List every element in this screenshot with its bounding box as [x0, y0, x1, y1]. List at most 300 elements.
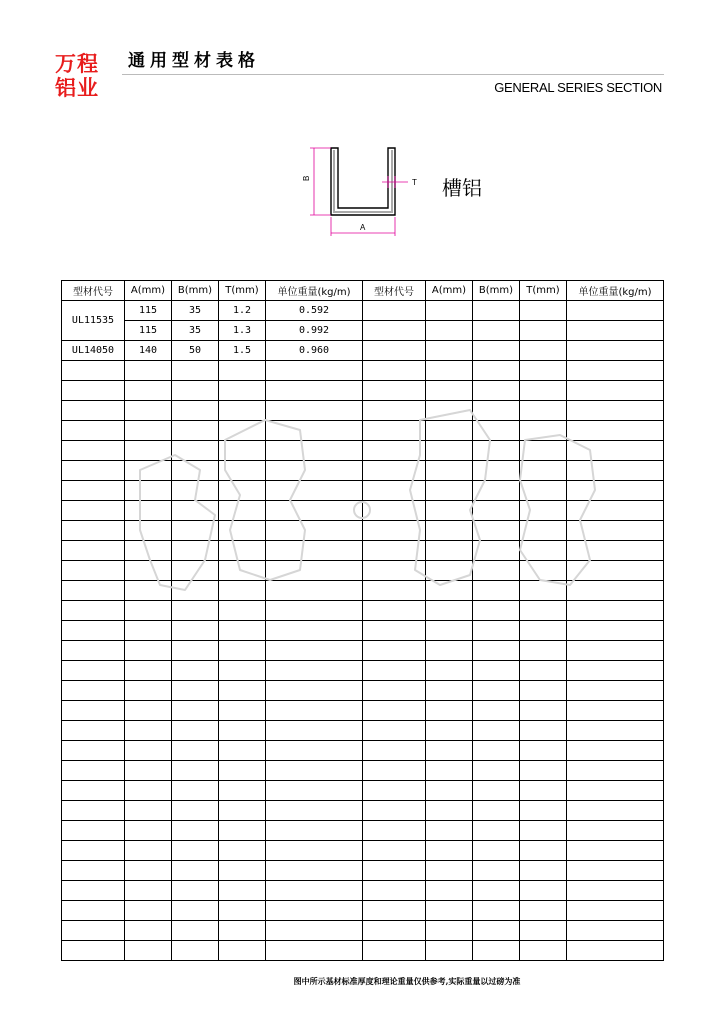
- cell-empty: [62, 501, 125, 521]
- cell-empty: [520, 321, 567, 341]
- cell-empty: [125, 901, 172, 921]
- col-header-a: A(mm): [125, 281, 172, 301]
- cell-empty: [172, 721, 219, 741]
- col-header-t: T(mm): [219, 281, 266, 301]
- cell-empty: [125, 881, 172, 901]
- cell-empty: [219, 901, 266, 921]
- cell-empty: [125, 481, 172, 501]
- cell-empty: [219, 481, 266, 501]
- cell-empty: [567, 801, 664, 821]
- col-header-b: B(mm): [172, 281, 219, 301]
- cell-empty: [363, 581, 426, 601]
- cell-empty: [426, 581, 473, 601]
- cell-empty: [520, 481, 567, 501]
- cell-empty: [172, 821, 219, 841]
- cell-empty: [520, 501, 567, 521]
- cell-empty: [363, 461, 426, 481]
- cell-empty: [219, 801, 266, 821]
- cell-empty: [473, 321, 520, 341]
- cell-code: UL11535: [62, 301, 125, 341]
- cell-empty: [567, 601, 664, 621]
- cell-empty: [473, 381, 520, 401]
- cell-empty: [125, 781, 172, 801]
- cell-empty: [172, 381, 219, 401]
- cell-empty: [125, 461, 172, 481]
- cell-empty: [567, 461, 664, 481]
- table-row: [62, 341, 664, 361]
- cell-empty: [426, 861, 473, 881]
- cell-empty: [266, 481, 363, 501]
- cell-empty: [473, 441, 520, 461]
- dimension-t: [382, 176, 408, 188]
- cell-empty: [363, 621, 426, 641]
- cell-empty: [426, 561, 473, 581]
- cell-empty: [520, 681, 567, 701]
- cell-empty: [363, 601, 426, 621]
- cell-empty: [62, 781, 125, 801]
- cell-empty: [426, 501, 473, 521]
- cell-empty: [62, 481, 125, 501]
- cell-empty: [125, 741, 172, 761]
- cell-empty: [426, 621, 473, 641]
- cell-empty: [125, 661, 172, 681]
- cell-empty: [426, 661, 473, 681]
- cell-empty: [363, 361, 426, 381]
- cell-empty: [62, 901, 125, 921]
- cell-empty: [567, 581, 664, 601]
- cell-empty: [125, 821, 172, 841]
- cell-empty: [172, 701, 219, 721]
- cell-empty: [219, 881, 266, 901]
- table-row-empty: [62, 541, 664, 561]
- cell-empty: [363, 721, 426, 741]
- cell-empty: [62, 541, 125, 561]
- cell-empty: [363, 381, 426, 401]
- cell-empty: [567, 501, 664, 521]
- cell-empty: [473, 581, 520, 601]
- cell-empty: [62, 361, 125, 381]
- cell-empty: [426, 701, 473, 721]
- cell-empty: [62, 601, 125, 621]
- footer-note: 图中所示基材标准厚度和理论重量仅供参考,实际重量以过磅为准: [293, 976, 521, 986]
- cell-empty: [62, 661, 125, 681]
- col-header-b-2: B(mm): [473, 281, 520, 301]
- cell-empty: [62, 941, 125, 961]
- cell-empty: [219, 461, 266, 481]
- cell-empty: [62, 381, 125, 401]
- cell-empty: [473, 821, 520, 841]
- cell-empty: [266, 361, 363, 381]
- table-row-empty: [62, 621, 664, 641]
- cell-empty: [473, 421, 520, 441]
- cell-empty: [172, 601, 219, 621]
- cell-empty: [426, 881, 473, 901]
- cell-empty: [125, 441, 172, 461]
- cell-empty: [172, 641, 219, 661]
- cell-empty: [219, 681, 266, 701]
- cell-empty: [62, 921, 125, 941]
- cell-empty: [473, 841, 520, 861]
- cell-empty: [520, 441, 567, 461]
- cell-empty: [266, 821, 363, 841]
- cell-empty: [567, 521, 664, 541]
- cell-empty: [62, 641, 125, 661]
- cell-empty: [172, 581, 219, 601]
- cell-code: UL14050: [62, 341, 125, 361]
- cell-empty: [125, 381, 172, 401]
- cell-empty: [172, 861, 219, 881]
- cell-empty: [266, 881, 363, 901]
- table-row-empty: [62, 681, 664, 701]
- cell-empty: [520, 781, 567, 801]
- cell-empty: [363, 561, 426, 581]
- cell-empty: [62, 761, 125, 781]
- cell-empty: [266, 641, 363, 661]
- table-row-empty: [62, 441, 664, 461]
- table-row-empty: [62, 721, 664, 741]
- cell-empty: [266, 721, 363, 741]
- cell-empty: [363, 741, 426, 761]
- page-title: 通用型材表格: [128, 51, 260, 71]
- channel-profile-diagram: [296, 140, 436, 240]
- cell-empty: [266, 681, 363, 701]
- cell-empty: [266, 701, 363, 721]
- cell-empty: [426, 941, 473, 961]
- table-row-empty: [62, 601, 664, 621]
- cell-weight: 0.960: [266, 341, 363, 361]
- cell-empty: [266, 901, 363, 921]
- spec-table: [61, 280, 664, 961]
- cell-empty: [266, 521, 363, 541]
- header-divider: [122, 74, 664, 75]
- cell-empty: [219, 821, 266, 841]
- dim-label-a: A: [360, 223, 366, 232]
- cell-empty: [125, 521, 172, 541]
- cell-empty: [473, 481, 520, 501]
- cell-empty: [125, 601, 172, 621]
- cell-empty: [363, 341, 426, 361]
- cell-empty: [520, 381, 567, 401]
- cell-empty: [520, 881, 567, 901]
- cell-empty: [567, 341, 664, 361]
- cell-empty: [426, 781, 473, 801]
- cell-empty: [62, 881, 125, 901]
- table-row-empty: [62, 501, 664, 521]
- table-row-empty: [62, 481, 664, 501]
- cell-empty: [567, 761, 664, 781]
- cell-empty: [62, 681, 125, 701]
- cell-empty: [473, 781, 520, 801]
- table-row-empty: [62, 821, 664, 841]
- cell-empty: [172, 901, 219, 921]
- dimension-b: [310, 148, 331, 215]
- cell-empty: [172, 881, 219, 901]
- cell-empty: [363, 781, 426, 801]
- cell-empty: [266, 381, 363, 401]
- cell-empty: [426, 601, 473, 621]
- page-subtitle: GENERAL SERIES SECTION: [494, 80, 662, 95]
- cell-empty: [62, 421, 125, 441]
- cell-empty: [567, 721, 664, 741]
- cell-empty: [363, 801, 426, 821]
- table-row-empty: [62, 741, 664, 761]
- cell-empty: [567, 661, 664, 681]
- cell-empty: [567, 941, 664, 961]
- cell-empty: [363, 881, 426, 901]
- cell-empty: [426, 401, 473, 421]
- cell-empty: [473, 561, 520, 581]
- cell-empty: [363, 701, 426, 721]
- cell-empty: [567, 741, 664, 761]
- cell-empty: [125, 501, 172, 521]
- cell-empty: [426, 521, 473, 541]
- cell-empty: [520, 941, 567, 961]
- cell-empty: [219, 381, 266, 401]
- cell-empty: [219, 521, 266, 541]
- cell-empty: [363, 841, 426, 861]
- cell-empty: [363, 941, 426, 961]
- cell-empty: [567, 701, 664, 721]
- cell-empty: [125, 941, 172, 961]
- cell-empty: [520, 401, 567, 421]
- cell-empty: [520, 301, 567, 321]
- cell-empty: [266, 401, 363, 421]
- cell-empty: [426, 301, 473, 321]
- cell-empty: [473, 661, 520, 681]
- cell-empty: [473, 521, 520, 541]
- cell-empty: [567, 481, 664, 501]
- cell-empty: [567, 821, 664, 841]
- cell-empty: [172, 661, 219, 681]
- cell-empty: [363, 861, 426, 881]
- cell-empty: [125, 581, 172, 601]
- cell-empty: [567, 321, 664, 341]
- cell-empty: [266, 801, 363, 821]
- cell-empty: [567, 561, 664, 581]
- cell-empty: [567, 301, 664, 321]
- cell-empty: [520, 561, 567, 581]
- cell-empty: [219, 781, 266, 801]
- table-row-empty: [62, 881, 664, 901]
- cell-empty: [363, 821, 426, 841]
- cell-empty: [172, 501, 219, 521]
- col-header-weight-2: 单位重量(kg/m): [567, 281, 664, 301]
- cell-empty: [363, 301, 426, 321]
- table-row-empty: [62, 641, 664, 661]
- cell-empty: [567, 641, 664, 661]
- cell-empty: [363, 521, 426, 541]
- cell-empty: [172, 921, 219, 941]
- cell-empty: [62, 701, 125, 721]
- cell-empty: [520, 641, 567, 661]
- cell-empty: [426, 761, 473, 781]
- cell-empty: [219, 501, 266, 521]
- cell-empty: [473, 901, 520, 921]
- cell-empty: [62, 441, 125, 461]
- cell-empty: [426, 641, 473, 661]
- cell-empty: [219, 441, 266, 461]
- table-row-empty: [62, 901, 664, 921]
- cell-empty: [125, 401, 172, 421]
- cell-empty: [567, 401, 664, 421]
- col-header-t-2: T(mm): [520, 281, 567, 301]
- cell-empty: [62, 461, 125, 481]
- cell-empty: [219, 421, 266, 441]
- cell-empty: [426, 801, 473, 821]
- cell-empty: [266, 601, 363, 621]
- cell-empty: [426, 921, 473, 941]
- cell-empty: [473, 361, 520, 381]
- cell-empty: [363, 761, 426, 781]
- cell-b: 35: [172, 321, 219, 341]
- cell-empty: [426, 901, 473, 921]
- cell-empty: [125, 701, 172, 721]
- cell-empty: [172, 681, 219, 701]
- cell-empty: [219, 841, 266, 861]
- table-row-empty: [62, 841, 664, 861]
- brand-line-2: 铝业: [55, 76, 99, 100]
- cell-empty: [172, 781, 219, 801]
- cell-empty: [520, 581, 567, 601]
- cell-empty: [62, 841, 125, 861]
- cell-weight: 0.592: [266, 301, 363, 321]
- cell-empty: [520, 621, 567, 641]
- cell-empty: [567, 841, 664, 861]
- table-row-empty: [62, 941, 664, 961]
- cell-empty: [520, 721, 567, 741]
- cell-empty: [125, 421, 172, 441]
- cell-empty: [363, 541, 426, 561]
- cell-empty: [219, 661, 266, 681]
- cell-empty: [62, 621, 125, 641]
- cell-empty: [172, 361, 219, 381]
- cell-empty: [363, 401, 426, 421]
- cell-empty: [266, 761, 363, 781]
- cell-empty: [473, 701, 520, 721]
- profile-name: 槽铝: [442, 176, 482, 200]
- cell-empty: [219, 861, 266, 881]
- cell-empty: [172, 421, 219, 441]
- cell-empty: [219, 541, 266, 561]
- cell-empty: [62, 521, 125, 541]
- cell-a: 140: [125, 341, 172, 361]
- cell-empty: [473, 601, 520, 621]
- cell-empty: [125, 621, 172, 641]
- cell-empty: [363, 501, 426, 521]
- cell-empty: [62, 741, 125, 761]
- table-header-row: [62, 281, 664, 301]
- table-row-empty: [62, 561, 664, 581]
- cell-empty: [473, 881, 520, 901]
- cell-empty: [426, 481, 473, 501]
- cell-empty: [426, 721, 473, 741]
- cell-empty: [172, 521, 219, 541]
- cell-empty: [426, 361, 473, 381]
- cell-empty: [62, 821, 125, 841]
- cell-empty: [266, 841, 363, 861]
- cell-empty: [363, 901, 426, 921]
- cell-empty: [426, 841, 473, 861]
- brand-logo: [55, 52, 99, 100]
- cell-empty: [426, 381, 473, 401]
- table-row-empty: [62, 781, 664, 801]
- cell-empty: [520, 921, 567, 941]
- table-row: [62, 321, 664, 341]
- cell-empty: [567, 921, 664, 941]
- cell-empty: [125, 641, 172, 661]
- cell-empty: [219, 621, 266, 641]
- table-row-empty: [62, 701, 664, 721]
- cell-empty: [363, 441, 426, 461]
- table-row: [62, 301, 664, 321]
- cell-empty: [62, 721, 125, 741]
- cell-empty: [567, 881, 664, 901]
- cell-empty: [520, 801, 567, 821]
- table-row-empty: [62, 661, 664, 681]
- channel-profile-shape: [331, 148, 395, 215]
- cell-empty: [567, 381, 664, 401]
- cell-empty: [219, 721, 266, 741]
- cell-empty: [473, 941, 520, 961]
- cell-empty: [567, 861, 664, 881]
- cell-empty: [266, 781, 363, 801]
- cell-empty: [266, 501, 363, 521]
- cell-t: 1.3: [219, 321, 266, 341]
- cell-empty: [125, 841, 172, 861]
- cell-empty: [520, 421, 567, 441]
- cell-weight: 0.992: [266, 321, 363, 341]
- cell-empty: [426, 681, 473, 701]
- cell-empty: [172, 841, 219, 861]
- cell-empty: [62, 581, 125, 601]
- cell-empty: [473, 921, 520, 941]
- cell-empty: [62, 861, 125, 881]
- cell-empty: [473, 641, 520, 661]
- cell-empty: [219, 921, 266, 941]
- cell-empty: [567, 681, 664, 701]
- cell-empty: [172, 941, 219, 961]
- cell-empty: [567, 781, 664, 801]
- cell-empty: [520, 521, 567, 541]
- cell-empty: [219, 401, 266, 421]
- cell-empty: [172, 561, 219, 581]
- table-row-empty: [62, 521, 664, 541]
- cell-empty: [219, 761, 266, 781]
- cell-empty: [520, 661, 567, 681]
- cell-empty: [473, 741, 520, 761]
- col-header-code-2: 型材代号: [363, 281, 426, 301]
- table-row-empty: [62, 761, 664, 781]
- cell-empty: [426, 321, 473, 341]
- cell-empty: [62, 401, 125, 421]
- cell-t: 1.2: [219, 301, 266, 321]
- cell-empty: [567, 441, 664, 461]
- cell-empty: [426, 741, 473, 761]
- cell-empty: [266, 421, 363, 441]
- cell-empty: [426, 541, 473, 561]
- cell-empty: [426, 821, 473, 841]
- cell-empty: [266, 441, 363, 461]
- col-header-code: 型材代号: [62, 281, 125, 301]
- cell-empty: [219, 601, 266, 621]
- cell-empty: [172, 541, 219, 561]
- table-row-empty: [62, 401, 664, 421]
- cell-a: 115: [125, 321, 172, 341]
- cell-empty: [172, 461, 219, 481]
- cell-empty: [567, 541, 664, 561]
- cell-empty: [473, 541, 520, 561]
- cell-empty: [473, 721, 520, 741]
